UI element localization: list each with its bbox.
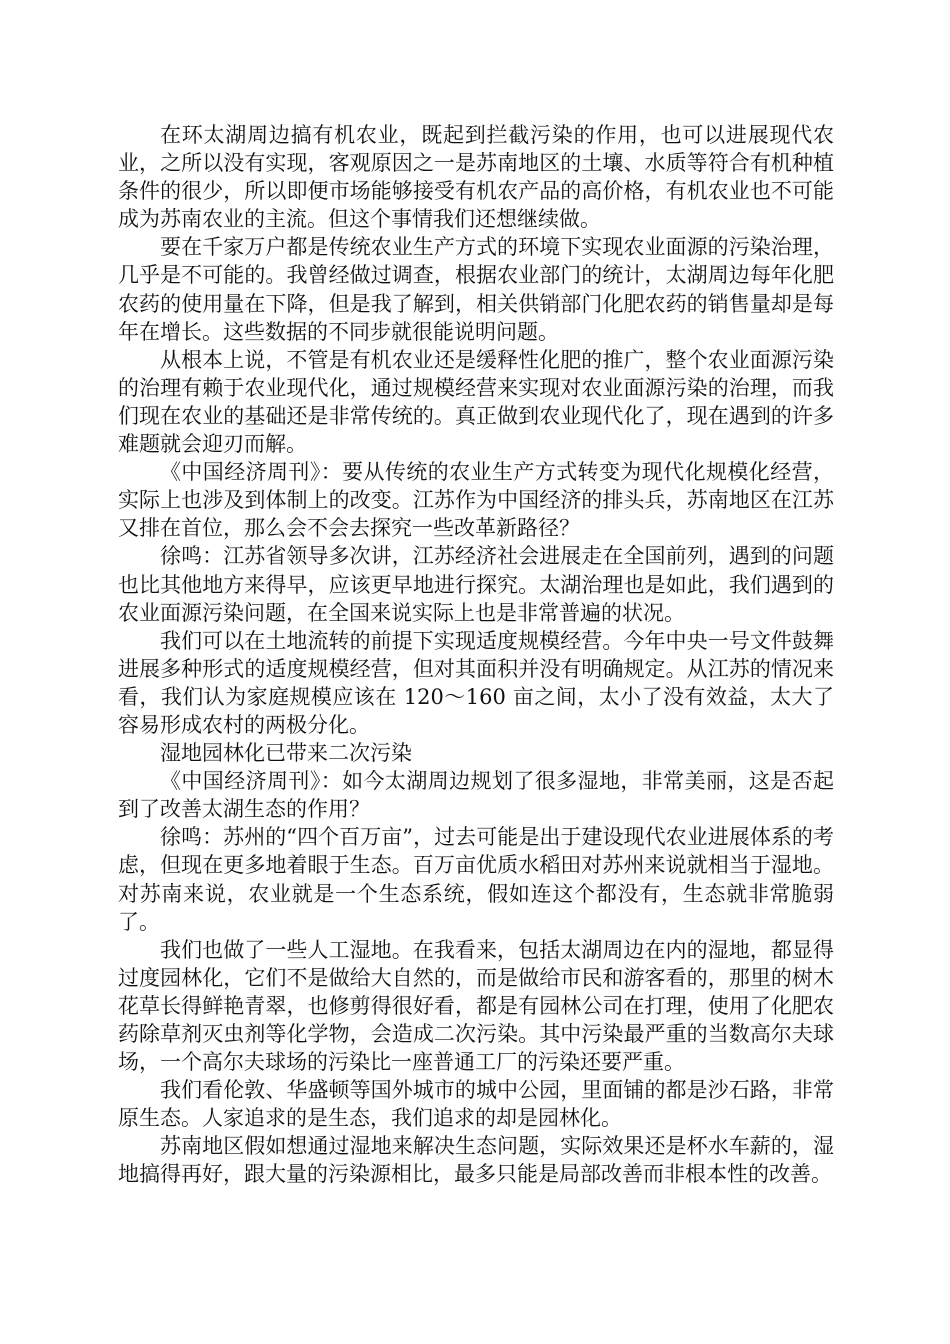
paragraph-foreign-parks: 我们看伦敦、华盛顿等国外城市的城中公园，里面铺的都是沙石路，非常原生态。人家追求的是生态，我们追求的却是园林化。 xyxy=(118,1078,834,1131)
paragraph-interview-question-wetland: 《中国经济周刊》：如今太湖周边规划了很多湿地，非常美丽，这是否起到了改善太湖生态的作用？ xyxy=(118,769,834,822)
paragraph-answer-jiangsu: 徐鸣：江苏省领导多次讲，江苏经济社会进展走在全国前列，遇到的问题也比其他地方来得早，应该更早地进行探究。太湖治理也是如此，我们遇到的农业面源污染问题，在全国来说实际上也是非常普遍的状况。 xyxy=(118,544,834,625)
paragraph-scale-operation: 我们可以在土地流转的前提下实现适度规模经营。今年中央一号文件鼓舞进展多种形式的适度规模经营，但对其面积并没有明确规定。从江苏的情况来看，我们认为家庭规模应该在 120～160 亩之间，太小了没有效益，太大了容易形成农村的两极分化。 xyxy=(118,628,834,737)
paragraph-pollution-control: 要在千家万户都是传统农业生产方式的环境下实现农业面源的污染治理，几乎是不可能的。我曾经做过调查，根据农业部门的统计，太湖周边每年化肥农药的使用量在下降，但是我了解到，相关供销部门化肥农药的销售量却是每年在增长。这些数据的不同步就很能说明问题。 xyxy=(118,235,834,344)
paragraph-conclusion: 苏南地区假如想通过湿地来解决生态问题，实际效果还是杯水车薪的，湿地搞得再好，跟大量的污染源相比，最多只能是局部改善而非根本性的改善。 xyxy=(118,1134,834,1187)
document-body xyxy=(118,121,834,1189)
paragraph-answer-suzhou: 徐鸣：苏州的“四个百万亩”，过去可能是出于建设现代农业进展体系的考虑，但现在更多地着眼于生态。百万亩优质水稻田对苏州来说就相当于湿地。对苏南来说，农业就是一个生态系统，假如连这个都没有，生态就非常脆弱了。 xyxy=(118,825,834,934)
paragraph-interview-question-reform: 《中国经济周刊》：要从传统的农业生产方式转变为现代化规模化经营，实际上也涉及到体制上的改变。江苏作为中国经济的排头兵，苏南地区在江苏又排在首位，那么会不会去探究一些改革新路径？ xyxy=(118,460,834,541)
paragraph-organic-farming: 在环太湖周边搞有机农业，既起到拦截污染的作用，也可以进展现代农业，之所以没有实现，客观原因之一是苏南地区的土壤、水质等符合有机种植条件的很少，所以即便市场能够接受有机农产品的高价格，有机农业也不可能成为苏南农业的主流。但这个事情我们还想继续做。 xyxy=(118,123,834,232)
paragraph-modernization: 从根本上说，不管是有机农业还是缓释性化肥的推广，整个农业面源污染的治理有赖于农业现代化，通过规模经营来实现对农业面源污染的治理，而我们现在农业的基础还是非常传统的。真正做到农业现代化了，现在遇到的许多难题就会迎刃而解。 xyxy=(118,347,834,457)
section-heading-wetland: 湿地园林化已带来二次污染 xyxy=(160,741,412,766)
paragraph-artificial-wetland: 我们也做了一些人工湿地。在我看来，包括太湖周边在内的湿地，都显得过度园林化，它们不是做给大自然的，而是做给市民和游客看的，那里的树木花草长得鲜艳青翠，也修剪得很好看，都是有园林公司在打理，使用了化肥农药除草剂灭虫剂等化学物，会造成二次污染。其中污染最严重的当数高尔夫球场，一个高尔夫球场的污染比一座普通工厂的污染还要严重。 xyxy=(118,937,834,1075)
